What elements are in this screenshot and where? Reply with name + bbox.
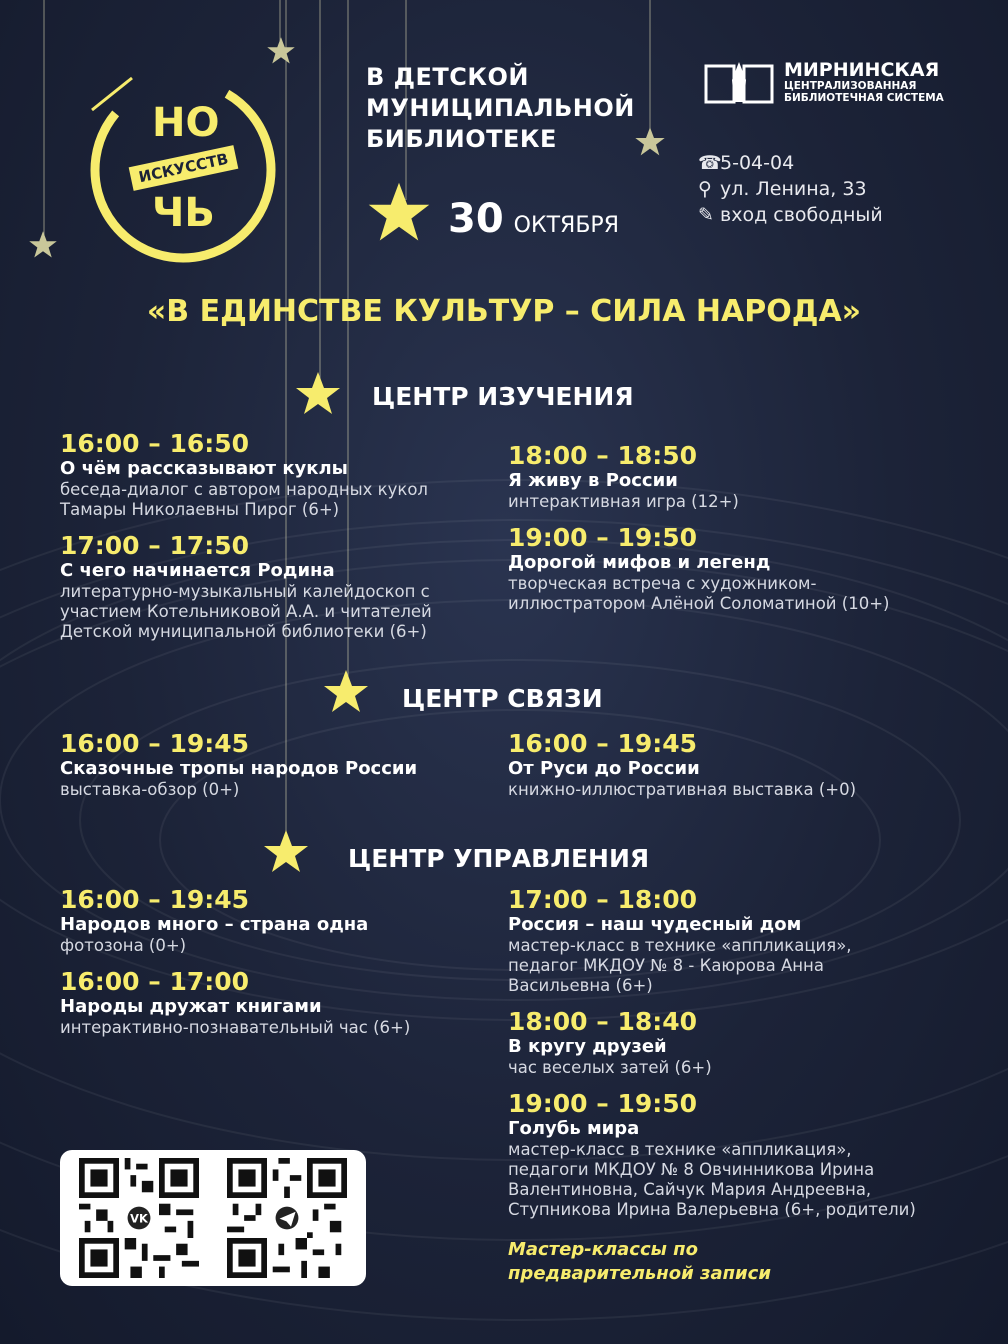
address-row [698, 176, 883, 202]
event-date [448, 196, 619, 242]
contacts [698, 150, 883, 228]
event-item [60, 430, 490, 520]
entry-text: вход свободный [720, 204, 883, 226]
event-item [508, 1090, 978, 1220]
event-item [508, 1008, 978, 1078]
event-time: 19:00 – 19:50 [508, 523, 698, 552]
event-item [60, 886, 490, 956]
logo-sub-2: БИБЛИОТЕЧНАЯ СИСТЕМА [784, 92, 944, 104]
logo-sub-1: ЦЕНТРАЛИЗОВАННАЯ [784, 80, 917, 92]
event-time: 16:00 – 19:45 [60, 885, 250, 914]
event-description: литературно-музыкальный калейдоскоп с участием Котельниковой А.А. и читателей Детской муниципальной библиотеки (6+) [60, 582, 432, 641]
event-item [60, 532, 490, 642]
event-name: Я живу в России [508, 470, 678, 491]
event-name: Голубь мира [508, 1118, 640, 1139]
event-name: Россия – наш чудесный дом [508, 914, 802, 935]
star-icon [366, 180, 432, 246]
star-icon [294, 370, 342, 418]
date-number: 30 [448, 196, 504, 242]
event-item [60, 730, 490, 800]
logo-name: МИРНИНСКАЯ [784, 59, 940, 81]
event-description: фотозона (0+) [60, 936, 187, 955]
star-icon [28, 230, 58, 260]
library-logo [704, 60, 974, 110]
event-item [508, 730, 978, 800]
book-rocket-icon [704, 60, 774, 106]
registration-note: Мастер-классы по предварительной записи [508, 1239, 771, 1284]
venue-line-3: БИБЛИОТЕКЕ [366, 125, 557, 153]
venue-heading [366, 62, 635, 155]
event-description: интерактивная игра (12+) [508, 492, 739, 511]
event-name: Народы дружат книгами [60, 996, 322, 1017]
qr-code-vk[interactable] [70, 1158, 208, 1278]
event-description: мастер-класс в технике «аппликация», педагоги МКДОУ № 8 Овчинникова Ирина Валентиновна, Сайчук Мария Андреевна, Ступникова Ирина Валерьевна (6+, родители) [508, 1140, 916, 1219]
event-time: 17:00 – 18:00 [508, 885, 698, 914]
venue-line-1: В ДЕТСКОЙ [366, 63, 530, 91]
event-name: Сказочные тропы народов России [60, 758, 418, 779]
event-time: 16:00 – 17:00 [60, 967, 250, 996]
event-description: час веселых затей (6+) [508, 1058, 712, 1077]
event-item [508, 442, 978, 512]
phone-text: 5-04-04 [720, 152, 795, 174]
phone-icon: ☎ [698, 152, 722, 174]
venue-line-2: МУНИЦИПАЛЬНОЙ [366, 94, 635, 122]
night-of-arts-emblem [72, 70, 294, 270]
event-time: 16:00 – 16:50 [60, 429, 250, 458]
phone-row [698, 150, 883, 176]
qr-code-telegram[interactable] [218, 1158, 356, 1278]
star-icon [262, 828, 310, 876]
address-text: ул. Ленина, 33 [720, 178, 867, 200]
center-communication-title: ЦЕНТР СВЯЗИ [402, 684, 603, 713]
emblem-word-middle: ИСКУССТВ [129, 145, 239, 191]
center-study-title: ЦЕНТР ИЗУЧЕНИЯ [372, 382, 634, 411]
star-icon [266, 36, 296, 66]
event-description: интерактивно-познавательный час (6+) [60, 1018, 411, 1037]
event-name: От Руси до России [508, 758, 700, 779]
event-description: выставка-обзор (0+) [60, 780, 240, 799]
event-time: 18:00 – 18:50 [508, 441, 698, 470]
event-name: Народов много – страна одна [60, 914, 369, 935]
emblem-word-top: НО [152, 100, 220, 146]
location-pin-icon: ⚲ [698, 178, 712, 200]
event-time: 19:00 – 19:50 [508, 1089, 698, 1118]
event-description: мастер-класс в технике «аппликация», педагог МКДОУ № 8 - Каюрова Анна Васильевна (6+) [508, 936, 852, 995]
event-time: 16:00 – 19:45 [60, 729, 250, 758]
svg-text:VK: VK [130, 1211, 148, 1226]
qr-card [60, 1150, 366, 1286]
date-month: ОКТЯБРЯ [513, 213, 619, 238]
event-name: Дорогой мифов и легенд [508, 552, 771, 573]
event-theme: «В ЕДИНСТВЕ КУЛЬТУР – СИЛА НАРОДА» [146, 294, 862, 329]
event-description: книжно-иллюстративная выставка (+0) [508, 780, 857, 799]
ticket-icon: ✎ [698, 204, 714, 226]
event-name: С чего начинается Родина [60, 560, 335, 581]
event-item [508, 524, 978, 614]
event-item [508, 886, 978, 996]
event-description: творческая встреча с художником- иллюстратором Алёной Соломатиной (10+) [508, 574, 890, 613]
entry-row [698, 202, 883, 228]
event-time: 17:00 – 17:50 [60, 531, 250, 560]
star-icon [322, 668, 370, 716]
event-time: 18:00 – 18:40 [508, 1007, 698, 1036]
center-management-title: ЦЕНТР УПРАВЛЕНИЯ [348, 844, 650, 873]
event-description: беседа-диалог с автором народных кукол Тамары Николаевны Пирог (6+) [60, 480, 428, 519]
event-name: О чём рассказывают куклы [60, 458, 348, 479]
event-item [60, 968, 490, 1038]
star-icon [634, 126, 666, 158]
event-name: В кругу друзей [508, 1036, 667, 1057]
emblem-word-bottom: ЧЬ [152, 190, 215, 236]
event-time: 16:00 – 19:45 [508, 729, 698, 758]
